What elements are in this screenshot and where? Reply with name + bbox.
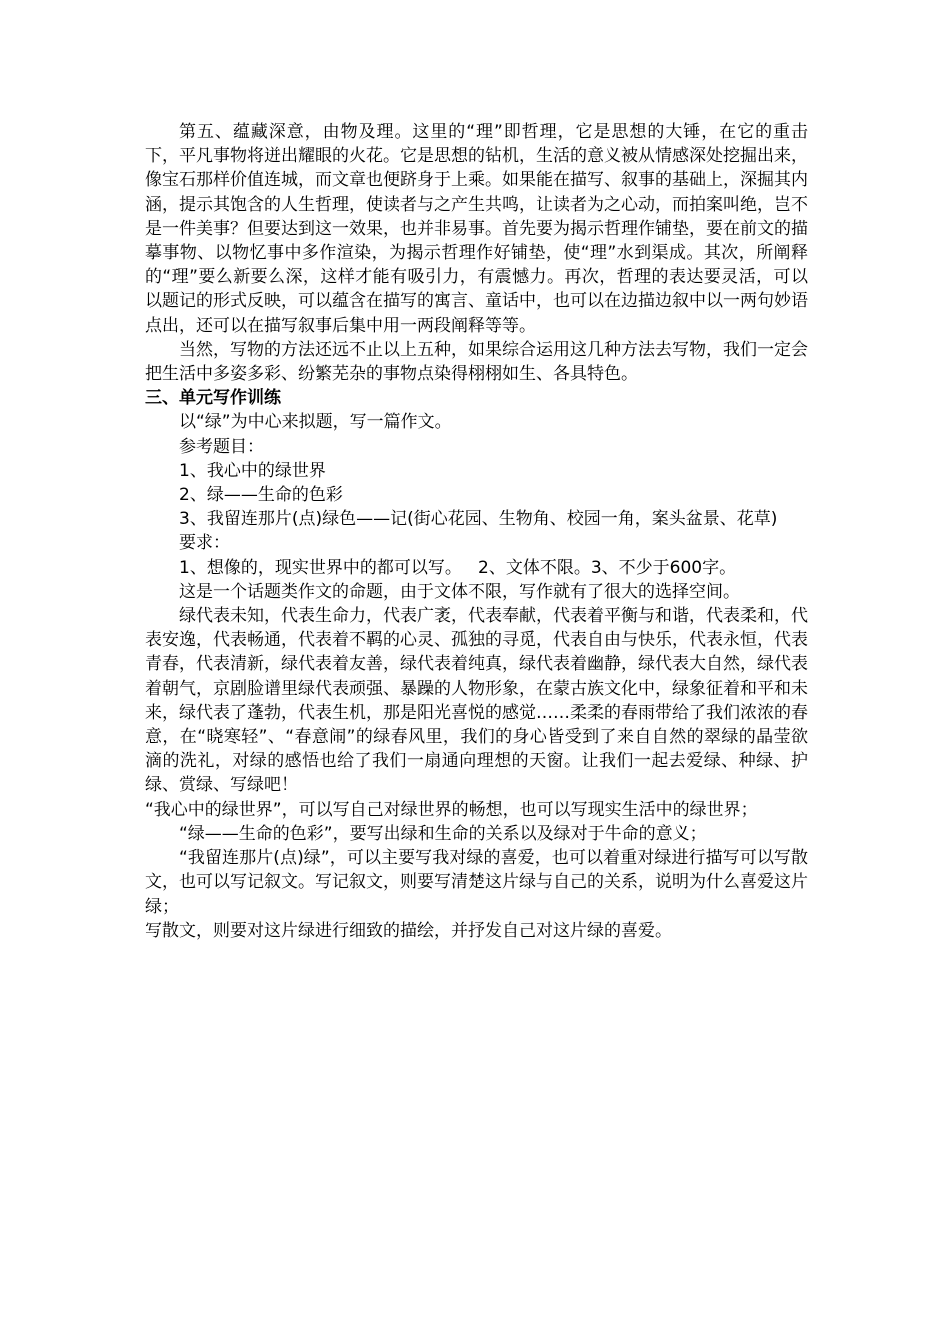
paragraph-summary: 当然，写物的方法还远不止以上五种，如果综合运用这几种方法去写物，我们一定会把生活中多姿多彩、纷繁芜杂的事物点染得栩栩如生、各具特色。 xyxy=(145,339,808,385)
guide-green-world: “我心中的绿世界”，可以写自己对绿世界的畅想，也可以写现实生活中的绿世界； xyxy=(145,799,758,820)
document-page xyxy=(145,120,808,943)
writing-task: 以“绿”为中心来拟题，写一篇作文。 xyxy=(179,412,452,433)
requirements-label: 要求： xyxy=(179,533,230,554)
reference-titles-label: 参考题目： xyxy=(179,436,264,457)
reference-title-item: 3、我留连那片(点)绿色——记(街心花园、生物角、校园一角，案头盆景、花草) xyxy=(179,509,778,530)
requirements-text: 1、想像的，现实世界中的都可以写。 2、文体不限。3、不少于600字。 xyxy=(179,557,737,578)
reference-title-item: 2、绿——生命的色彩 xyxy=(179,485,343,506)
guide-prose: 写散文，则要对这片绿进行细致的描绘，并抒发自己对这片绿的喜爱。 xyxy=(145,920,672,941)
section-heading: 三、单元写作训练 xyxy=(145,388,281,409)
guide-life-color: “绿——生命的色彩”，要写出绿和生命的关系以及绿对于牛命的意义； xyxy=(179,823,707,844)
paragraph-green-meaning: 绿代表未知，代表生命力，代表广袤，代表奉献，代表着平衡与和谐，代表柔和，代表安逸，代表畅通，代表着不羁的心灵、孤独的寻觅，代表自由与快乐，代表永恒，代表青春，代表清新，绿代表着友善，绿代表着纯真，绿代表着幽静，绿代表大自然，绿代表着朝气，京剧脸谱里绿代表顽强、暴躁的人物形象，在蒙古族文化中，绿象征着和平和未来，绿代表了蓬勃，代表生机，那是阳光喜悦的感觉……柔柔的春雨带给了我们浓浓的春意，在“晓寒轻”、“春意闹”的绿春风里，我们的身心皆受到了来自自然的翠绿的晶莹欲滴的洗礼，对绿的感悟也给了我们一扇通向理想的天窗。让我们一起去爱绿、种绿、护绿、赏绿、写绿吧！ xyxy=(145,606,808,796)
guide-linger-green: “我留连那片(点)绿”，可以主要写我对绿的喜爱，也可以着重对绿进行描写可以写散文，也可以写记叙文。写记叙文，则要写清楚这片绿与自己的关系，说明为什么喜爱这片绿； xyxy=(145,848,808,917)
reference-title-item: 1、我心中的绿世界 xyxy=(179,460,326,481)
paragraph-philosophy: 第五、蕴藏深意，由物及理。这里的“理”即哲理，它是思想的大锤，在它的重击下，平凡事物将迸出耀眼的火花。它是思想的钻机，生活的意义被从情感深处挖掘出来，像宝石那样价值连城，而文章也便跻身于上乘。如果能在描写、叙事的基础上，深掘其内涵，提示其饱含的人生哲理，使读者与之产生共鸣，让读者为之心动，而拍案叫绝，岂不是一件美事？但要达到这一效果，也并非易事。首先要为揭示哲理作铺垫，要在前文的描摹事物、以物忆事中多作渲染，为揭示哲理作好铺垫，使“理”水到渠成。其次，所阐释的“理”要么新要么深，这样才能有吸引力，有震憾力。再次，哲理的表达要灵活，可以以题记的形式反映，可以蕴含在描写的寓言、童话中，也可以在边描边叙中以一两句妙语点出，还可以在描写叙事后集中用一两段阐释等等。 xyxy=(145,122,808,336)
paragraph-topic: 这是一个话题类作文的命题，由于文体不限，写作就有了很大的选择空间。 xyxy=(179,581,740,602)
